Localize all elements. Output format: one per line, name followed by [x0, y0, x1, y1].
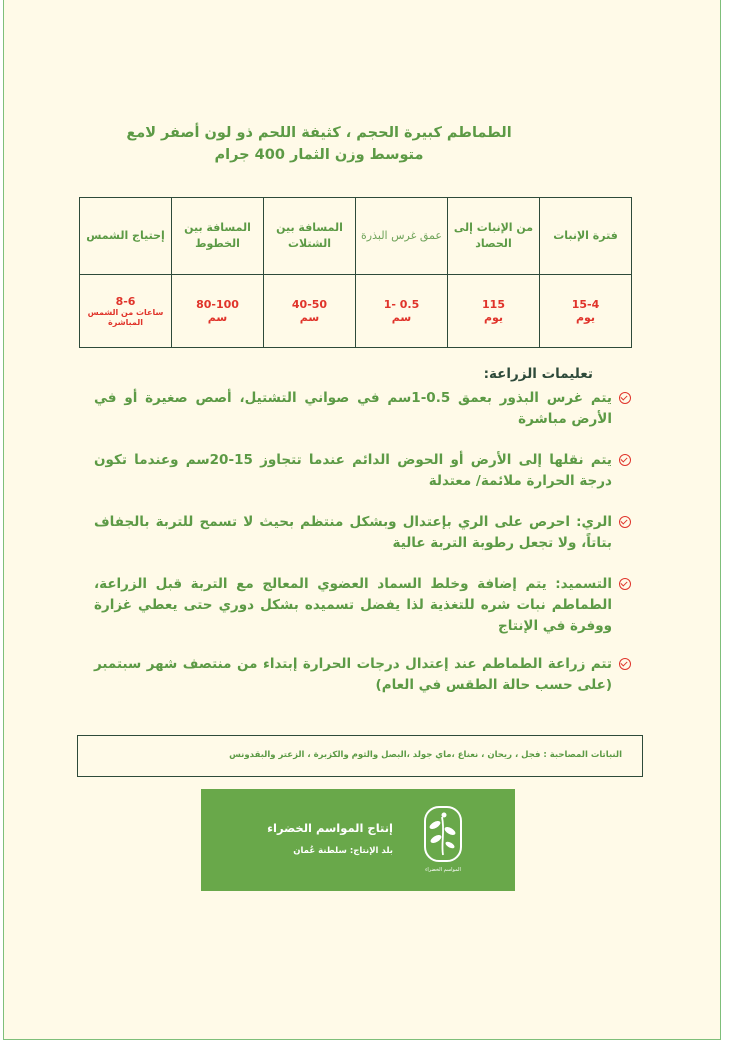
brand-origin: بلد الإنتاج: سلطنة عُمان — [293, 846, 393, 856]
brand-producer: إنتاج المواسم الخضراء — [267, 821, 393, 835]
value-unit: سم — [391, 311, 412, 324]
value-sun-need — [80, 275, 172, 348]
spec-table — [79, 197, 632, 348]
check-circle-icon — [619, 392, 631, 404]
page — [3, 0, 721, 1040]
title-line-2: متوسط وزن الثمار 400 جرام — [214, 147, 424, 163]
value-to-harvest — [448, 275, 540, 348]
list-item-text: الري: احرص على الري بإعتدال وبشكل منتظم بحيث لا تسمح للتربة بالجفاف بتاتاً، ولا تجعل رطوبة التربة عالية — [94, 514, 612, 551]
value-unit: يوم — [575, 311, 596, 324]
header-seed-depth: عمق غرس البذرة — [356, 198, 448, 275]
header-sun-need: إحتياج الشمس — [80, 198, 172, 275]
list-item — [94, 388, 634, 430]
value-unit: ساعات من الشمس المباشرة — [87, 307, 164, 327]
list-item — [94, 450, 634, 492]
value-seed-depth — [356, 275, 448, 348]
list-item — [94, 654, 634, 696]
value-unit: سم — [299, 311, 320, 324]
value-unit: سم — [207, 311, 228, 324]
value-number: 80-100 — [196, 298, 239, 311]
check-circle-icon — [619, 578, 631, 590]
header-row-spacing: المسافة بين الخطوط — [172, 198, 264, 275]
instructions-heading: تعليمات الزراعة: — [483, 366, 593, 382]
check-circle-icon — [619, 516, 631, 528]
list-item-text: يتم غرس البذور بعمق 0.5-1سم في صواني التشتيل، أصص صغيرة أو في الأرض مباشرة — [94, 390, 612, 427]
value-row-spacing — [172, 275, 264, 348]
list-item-text: التسميد: يتم إضافة وخلط السماد العضوي المعالج مع التربة قبل الزراعة، الطماطم نبات شره للتغذية لذا يفضل تسميده بشكل دوري حتى يعطي غزارة ووفرة في الإنتاج — [94, 576, 612, 634]
value-seedling-spacing — [264, 275, 356, 348]
list-item-text: يتم نقلها إلى الأرض أو الحوض الدائم عندما تتجاوز 15-20سم وعندما تكون درجة الحرارة ملائمة/ معتدلة — [94, 452, 612, 489]
value-number: 0.5 -1 — [383, 298, 420, 311]
leaf-branch-icon — [419, 803, 467, 865]
header-to-harvest: من الإنبات إلى الحصاد — [448, 198, 540, 275]
list-item-text: تتم زراعة الطماطم عند إعتدال درجات الحرارة إبتداء من منتصف شهر سبتمبر (على حسب حالة الطقس في العام) — [94, 656, 612, 693]
list-item — [94, 574, 634, 637]
check-circle-icon — [619, 454, 631, 466]
brand-banner — [201, 789, 515, 891]
value-number: 15-4 — [571, 298, 600, 311]
value-number: 8-6 — [115, 294, 136, 308]
list-item — [94, 512, 634, 554]
header-seedling-spacing: المسافة بين الشتلات — [264, 198, 356, 275]
page-title — [64, 122, 574, 166]
spec-header-row — [80, 198, 632, 275]
logo-caption: المواسم الخضراء — [425, 867, 461, 873]
value-germination — [540, 275, 632, 348]
value-number: 115 — [482, 298, 505, 311]
title-line-1: الطماطم كبيرة الحجم ، كثيفة اللحم ذو لون أصفر لامع — [126, 125, 512, 141]
companion-plants-box: النباتات المصاحبة : فجل ، ريحان ، نعناع ،ماي جولد ،البصل والثوم والكزبرة ، الزعتر والبقدونس — [77, 735, 643, 777]
brand-logo — [419, 803, 467, 879]
spec-values-row — [80, 275, 632, 348]
check-circle-icon — [619, 658, 631, 670]
value-unit: يوم — [483, 311, 504, 324]
value-number: 40-50 — [291, 298, 328, 311]
header-germination: فترة الإنبات — [540, 198, 632, 275]
